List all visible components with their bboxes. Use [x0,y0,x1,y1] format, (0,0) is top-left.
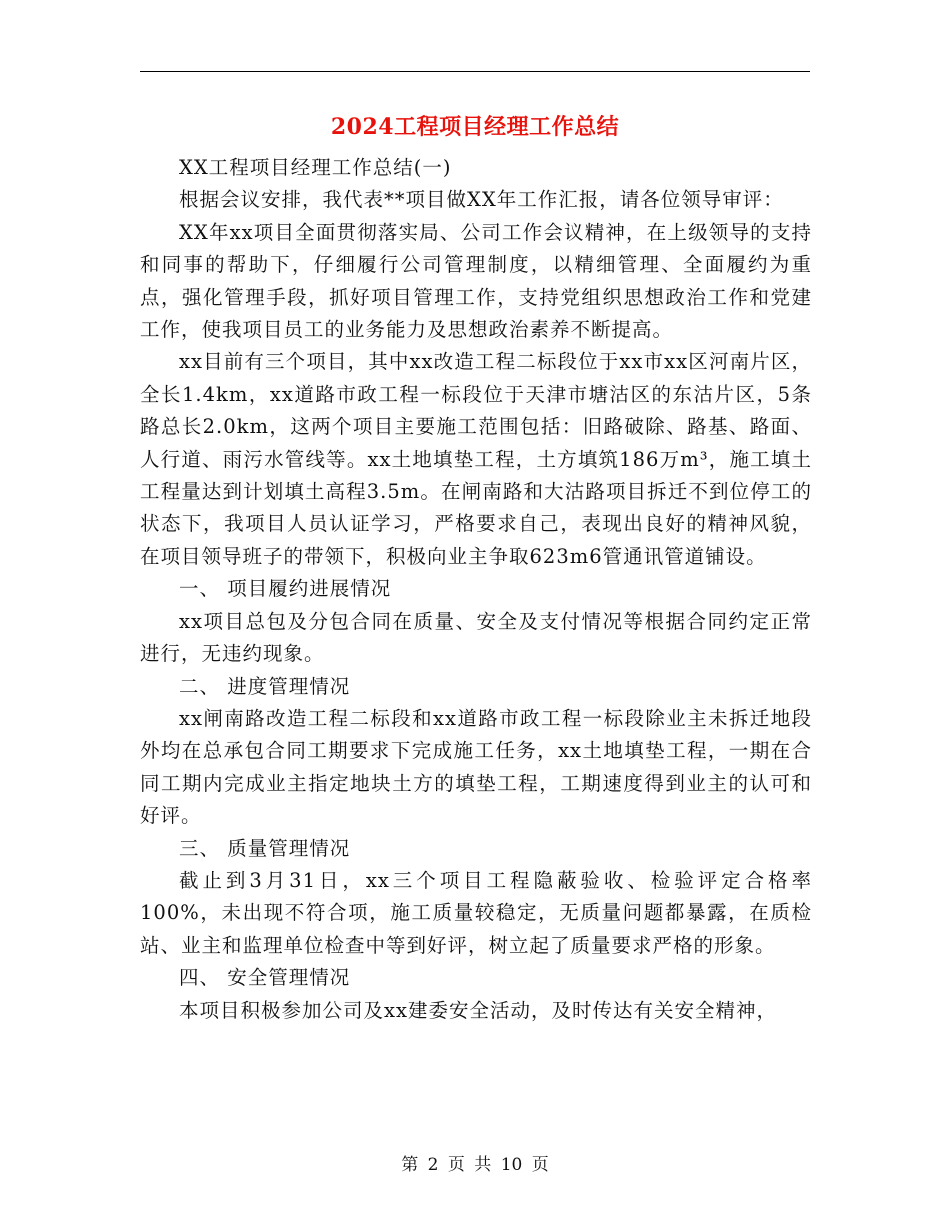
paragraph: xx闸南路改造工程二标段和xx道路市政工程一标段除业主未拆迁地段外均在总承包合同工期要求下完成施工任务，xx土地填垫工程，一期在合同工期内完成业主指定地块土方的填垫工程，工期速度得到业主的认可和好评。 [140,706,812,828]
paragraph: 本项目积极参加公司及xx建委安全活动，及时传达有关安全精神， [179,998,777,1022]
paragraph: 截止到3月31日，xx三个项目工程隐蔽验收、检验评定合格率100%，未出现不符合项，施工质量较稳定，无质量问题都暴露，在质检站、业主和监理单位检查中等到好评，树立起了质量要求严格的形象。 [140,868,812,957]
page-number-footer: 第 2 页 共 10 页 [401,1155,549,1175]
paragraph: xx项目总包及分包合同在质量、安全及支付情况等根据合同约定正常进行，无违约现象。 [140,609,812,666]
document-body [140,152,812,1027]
subsection-heading: 二、 进度管理情况 [179,674,351,698]
header-rule [140,71,810,72]
document-title: 2024工程项目经理工作总结 [330,114,620,140]
paragraph: XX年xx项目全面贯彻落实局、公司工作会议精神，在上级领导的支持和同事的帮助下，仔细履行公司管理制度，以精细管理、全面履约为重点，强化管理手段，抓好项目管理工作，支持党组织思想政治工作和党建工作，使我项目员工的业务能力及思想政治素养不断提高。 [140,220,812,342]
paragraph: xx目前有三个项目，其中xx改造工程二标段位于xx市xx区河南片区，全长1.4km，xx道路市政工程一标段位于天津市塘沽区的东沽片区，5条路总长2.0km，这两个项目主要施工范围包括：旧路破除、路基、路面、人行道、雨污水管线等。xx土地填垫工程，土方填筑186万m³，施工填土工程量达到计划填土高程3.5m。在闸南路和大沽路项目拆迁不到位停工的状态下，我项目人员认证学习，严格要求自己，表现出良好的精神风貌，在项目领导班子的带领下，积极向业主争取623m6管通讯管道铺设。 [140,350,812,568]
subsection-heading: 三、 质量管理情况 [179,836,351,860]
section-heading: XX工程项目经理工作总结(一) [179,156,452,179]
paragraph: 根据会议安排，我代表**项目做XX年工作汇报，请各位领导审评： [179,188,784,212]
subsection-heading: 一、 项目履约进展情况 [179,577,392,601]
subsection-heading: 四、 安全管理情况 [179,966,351,990]
